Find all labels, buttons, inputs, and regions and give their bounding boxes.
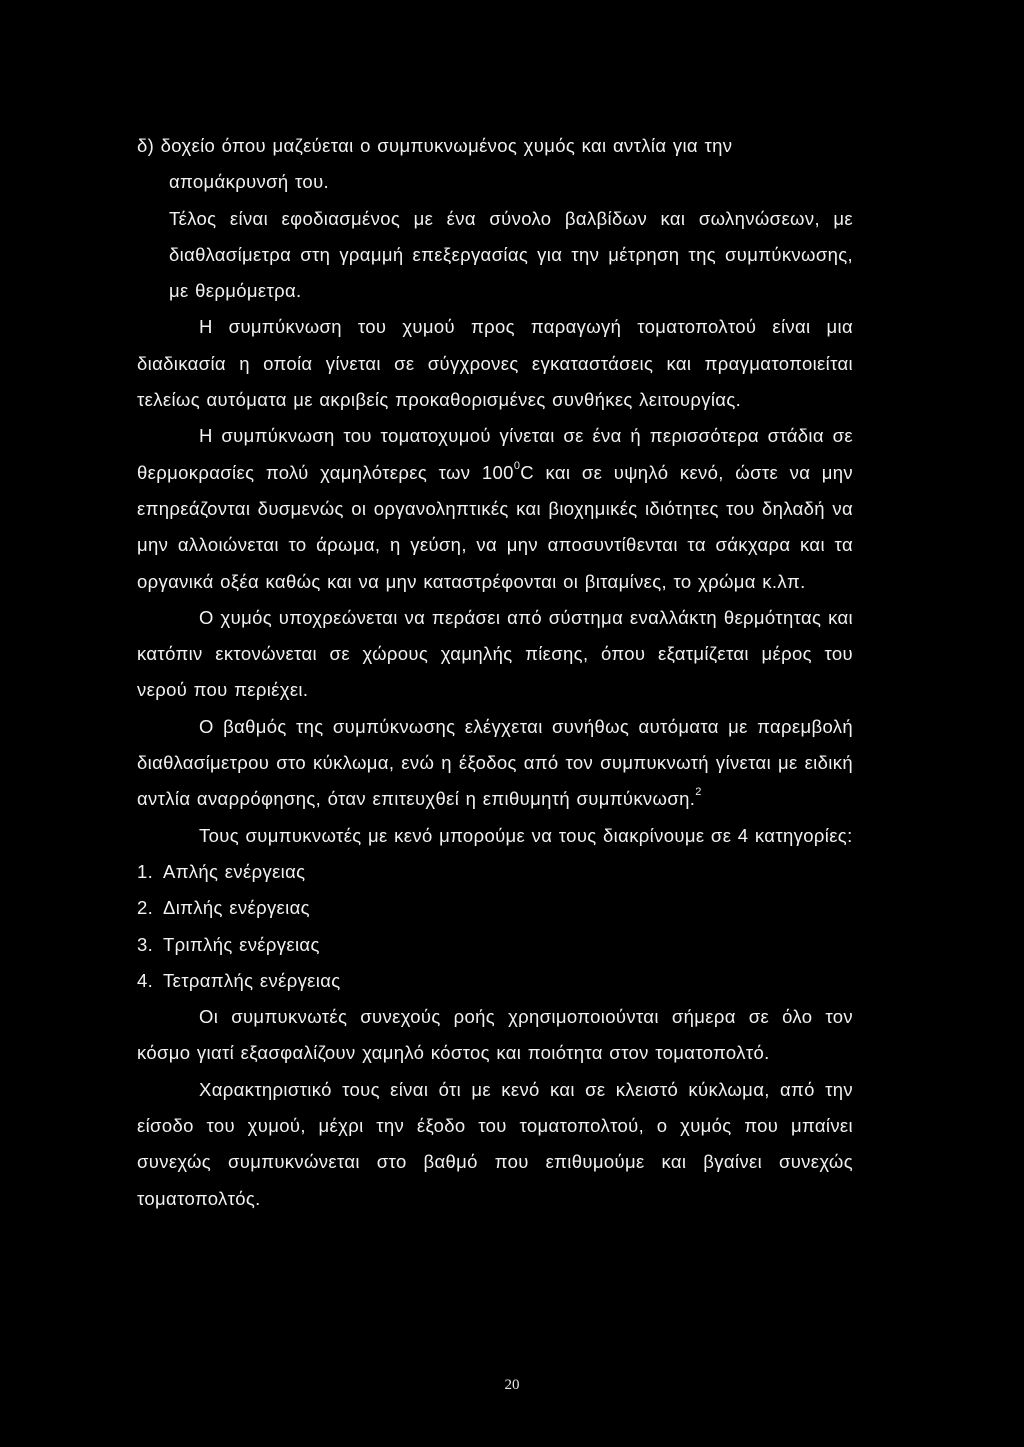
body-text [137,128,853,1217]
paragraph-stages: Η συμπύκνωση του τοματοχυμού γίνεται σε ένα ή περισσότερα στάδια σε θερμοκρασίες πολύ χαμηλότερες των $100^0C$ και σε υψηλό κενό, ώστε να μην επηρεάζονται δυσμενώς οι οργανοληπτικές και βιοχημικές ιδιότητες του δηλαδή να μην αλλοιώνεται το άρωμα, η γεύση, να μην αποσυντίθενται τα σάκχαρα και τα οργανικά οξέα καθώς και να μην καταστρέφονται οι βιταμίνες, το χρώμα κ.λπ. [137,425,854,592]
list-item: 4. Τετραπλής ενέργειας [137,969,341,991]
footnote-marker: 2 [695,786,702,799]
paragraph-categories: Τους συμπυκνωτές με κενό μπορούμε να τους διακρίνουμε σε 4 κατηγορίες: [199,824,853,846]
superscript-degree: 0 [513,459,521,472]
list-item-d-continuation: απομάκρυνσή του. [169,171,330,193]
paragraph-control: Ο βαθμός της συμπύκνωσης ελέγχεται συνήθως αυτόματα με παρεμβολή διαθλασίμετρου στο κύκλωμα, ενώ η έξοδος από τον συμπυκνωτή γίνεται με ειδική αντλία αναρρόφησης, όταν επιτευχθεί η επιθυμητή συμπύκνωση.$^2$ [137,715,853,810]
paragraph-characteristic: Χαρακτηριστικό τους είναι ότι με κενό και σε κλειστό κύκλωμα, από την είσοδο του χυμού, μέχρι την έξοδο του τοματοπολτού, ο χυμός που μπαίνει συνεχώς συμπυκνώνεται στο βαθμό που επιθυμούμε και βγαίνει συνεχώς τοματοπολτός. [137,1078,853,1209]
list-item: 3. Τριπλής ενέργειας [137,933,320,955]
list-item: 2. Διπλής ενέργειας [137,897,310,919]
list-item: 1. Απλής ενέργειας [137,860,306,882]
categories-list [137,854,853,999]
list-item-d [137,128,853,164]
page-number: 20 [504,1377,520,1393]
list-item-d-line1: δ) δοχείο όπου μαζεύεται ο συμπυκνωμένος χυμός και αντλία για την [137,135,733,156]
paragraph-equipment: Τέλος είναι εφοδιασμένος με ένα σύνολο βαλβίδων και σωληνώσεων, με διαθλασίμετρα στη γραμμή επεξεργασίας για την μέτρηση της συμπύκνωσης, με θερμόμετρα. [169,207,853,302]
paragraph-heat-exchanger: Ο χυμός υποχρεώνεται να περάσει από σύστημα εναλλάκτη θερμότητας και κατόπιν εκτονώνεται σε χώρους χαμηλής πίεσης, όπου εξατμίζεται μέρος του νερού που περιέχει. [137,606,853,701]
paragraph-continuous-flow: Οι συμπυκνωτές συνεχούς ροής χρησιμοποιούνται σήμερα σε όλο τον κόσμο γιατί εξασφαλίζουν χαμηλό κόστος και ποιότητα στον τοματοπολτό. [137,1006,853,1064]
paragraph-automation: Η συμπύκνωση του χυμού προς παραγωγή τοματοπολτού είναι μια διαδικασία η οποία γίνεται σε σύγχρονες εγκαταστάσεις και πραγματοποιείται τελείως αυτόματα με ακριβείς προκαθορισμένες συνθήκες λειτουργίας. [137,316,853,411]
